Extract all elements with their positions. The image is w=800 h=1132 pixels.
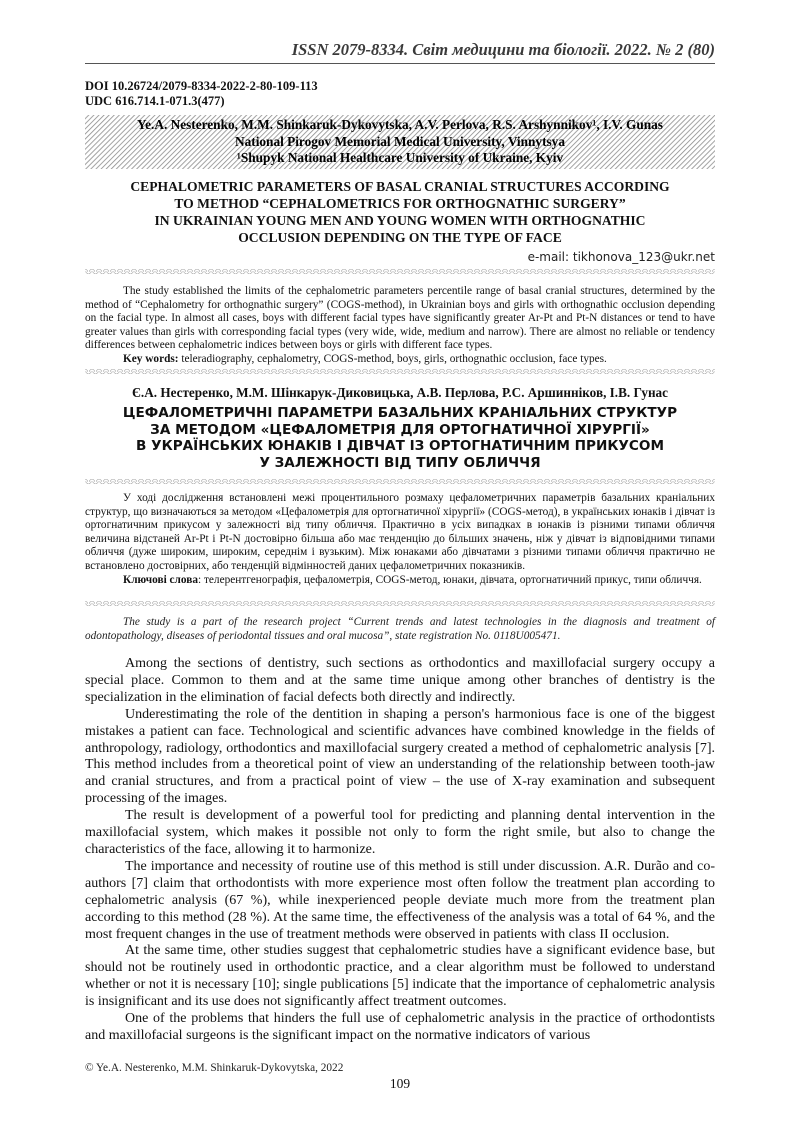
copyright-notice: © Ye.A. Nesterenko, M.M. Shinkaruk-Dykovytska, 2022 — [85, 1062, 344, 1074]
keywords-label: Key words: — [123, 352, 179, 365]
abstract-text: У ході дослідження встановлені межі процентильного розмаху цефалометричних параметрів базальних краніальних структур, що визначаються за методом «Цефалометрія для ортогнатичної хірургії» (COGS-метод), в українських юнаків і дівчат із ортогнатичним прикусом у залежності від типу обличчя. Практично в усіх випадках в юнаків із різними типами обличчя величина відстаней Ar-Pt і Pt-N достовірно більша або має тенденцію до більших значень, ніж у дівчат із відповідними типами обличчя (дуже широким, широким, середнім і вузьким). Між юнаками або дівчатами з різними типами обличчя практично не встановлено достовірних, або тенденцій відмінностей даних цефалометричних показників. — [85, 492, 715, 572]
title-english — [85, 178, 715, 246]
journal-header: ISSN 2079-8334. Світ медицини та біології. 2022. № 2 (80) — [85, 40, 715, 64]
body-paragraph: At the same time, other studies suggest that cephalometric studies have a significant evidence base, but should not be routinely used in orthodontic practice, and a clear algorithm must be followed to understand whether or not it is necessary [10]; single publications [5] indicate that the importance of cephalometric analysis is insignificant and its use does not significantly affect treatment outcomes. — [85, 943, 715, 1010]
keywords: teleradiography, cephalometry, COGS-method, boys, girls, orthognathic occlusion, face types. — [178, 352, 607, 365]
funding-note — [85, 615, 715, 643]
body-paragraph: The importance and necessity of routine use of this method is still under discussion. A.R. Durão and co-authors [7] claim that orthodontists with more experience most often follow the treatment plan according to cephalometric analysis (67 %), while inexperienced people deviate much more from the treatment plan according to this method (28 %). At the same time, the effectiveness of the analysis was a total of 64 %, and the most frequent changes in the use of treatment methods were observed in patients with class II occlusion. — [85, 858, 715, 942]
funding-text: The study is a part of the research project “Current trends and latest technologies in the diagnosis and treatment of odontopathology, diseases of periodontal tissues and oral mucosa”, state registration No. 0118U005471. — [85, 616, 715, 642]
udc: UDC 616.714.1-071.3(477) — [85, 94, 225, 108]
authors-ukrainian: Є.А. Нестеренко, М.М. Шінкарук-Диковицька, А.В. Перлова, Р.С. Аршинніков, І.В. Гунас — [131, 385, 669, 400]
author-banner — [85, 115, 715, 169]
affiliation-2: ¹Shupyk National Healthcare University of Ukraine, Kyiv — [236, 150, 564, 165]
title-line: ЦЕФАЛОМЕТРИЧНІ ПАРАМЕТРИ БАЗАЛЬНИХ КРАНІАЛЬНИХ СТРУКТУР — [122, 405, 678, 421]
keywords-label: Ключові слова — [123, 573, 199, 586]
wavy-divider — [85, 478, 715, 485]
body-paragraph: Underestimating the role of the dentition in shaping a person's harmonious face is one of the biggest mistakes a patient can face. Technological and scientific advances have combined knowledge in the fields of anthropology, radiology, orthodontics and maxillofacial surgery created a method of cephalometric analysis [7]. This method includes from a theoretical point of view an understanding of the relationship between tooth-jaw and cranial structures, and from a practical point of view – the use of X-ray examination and subsequent processing of the images. — [85, 706, 715, 807]
wavy-divider — [85, 368, 715, 375]
abstract-english — [85, 285, 715, 367]
abstract-ukrainian — [85, 492, 715, 587]
title-line: IN UKRAINIAN YOUNG MEN AND YOUNG WOMEN WITH ORTHOGNATHIC — [154, 213, 646, 228]
contact-email: e-mail: tikhonova_123@ukr.net — [527, 250, 715, 264]
article-body — [85, 656, 715, 1045]
title-line: OCCLUSION DEPENDING ON THE TYPE OF FACE — [238, 230, 562, 245]
doi: DOI 10.26724/2079-8334-2022-2-80-109-113 — [85, 79, 318, 93]
title-line: У ЗАЛЕЖНОСТІ ВІД ТИПУ ОБЛИЧЧЯ — [259, 454, 541, 471]
wavy-divider — [85, 268, 715, 275]
title-ukrainian — [85, 405, 715, 471]
keywords-line — [85, 353, 715, 367]
identifier-block — [85, 79, 318, 109]
title-line: TO METHOD “CEPHALOMETRICS FOR ORTHOGNATHIC SURGERY” — [174, 196, 626, 211]
body-paragraph: One of the problems that hinders the full use of cephalometric analysis in the practice of orthodontists and maxillofacial surgeons is the significant impact on the normative indicators of various — [85, 1011, 715, 1043]
body-paragraph: Among the sections of dentistry, such sections as orthodontics and maxillofacial surgery occupy a special place. Common to them and at the same time unique among other branches of dentistry is the specialization in the elimination of facial defects both directly and indirectly. — [85, 656, 715, 705]
title-line: CEPHALOMETRIC PARAMETERS OF BASAL CRANIAL STRUCTURES ACCORDING — [130, 179, 670, 194]
authors-english: Ye.A. Nesterenko, M.M. Shinkaruk-Dykovytska, A.V. Perlova, R.S. Arshynnikov¹, I.V. Gunas — [137, 117, 663, 132]
keywords: : телерентгенографія, цефалометрія, COGS-метод, юнаки, дівчата, ортогнатичний прикус, типи обличчя. — [198, 573, 702, 586]
body-paragraph: The result is development of a powerful tool for predicting and planning dental intervention in the maxillofacial system, which makes it possible not only to form the right smile, but also to change the characteristics of the face, allowing it to harmonize. — [85, 808, 715, 857]
keywords-line — [85, 574, 715, 588]
affiliation-1: National Pirogov Memorial Medical University, Vinnytsya — [235, 133, 565, 149]
abstract-text: The study established the limits of the cephalometric parameters percentile range of basal cranial structures, determined by the method of “Cephalometry for orthognathic surgery” (COGS-method), in Ukrainian boys and girls with orthognathic occlusion depending on the facial type. In almost all cases, boys with different facial types have significantly greater Ar-Pt and Pt-N distances or tend to have greater values than girls with corresponding facial types (very wide, wide, medium and narrow). There are almost no reliable or tendency differences between cephalometric indices between boys or girls with different face types. — [85, 285, 715, 352]
title-line: В УКРАЇНСЬКИХ ЮНАКІВ І ДІВЧАТ ІЗ ОРТОГНАТИЧНИМ ПРИКУСОМ — [136, 438, 664, 455]
page-number: 109 — [389, 1076, 411, 1091]
wavy-divider — [85, 600, 715, 607]
title-line: ЗА МЕТОДОМ «ЦЕФАЛОМЕТРІЯ ДЛЯ ОРТОГНАТИЧНОЇ ХІРУРГІЇ» — [150, 421, 650, 438]
